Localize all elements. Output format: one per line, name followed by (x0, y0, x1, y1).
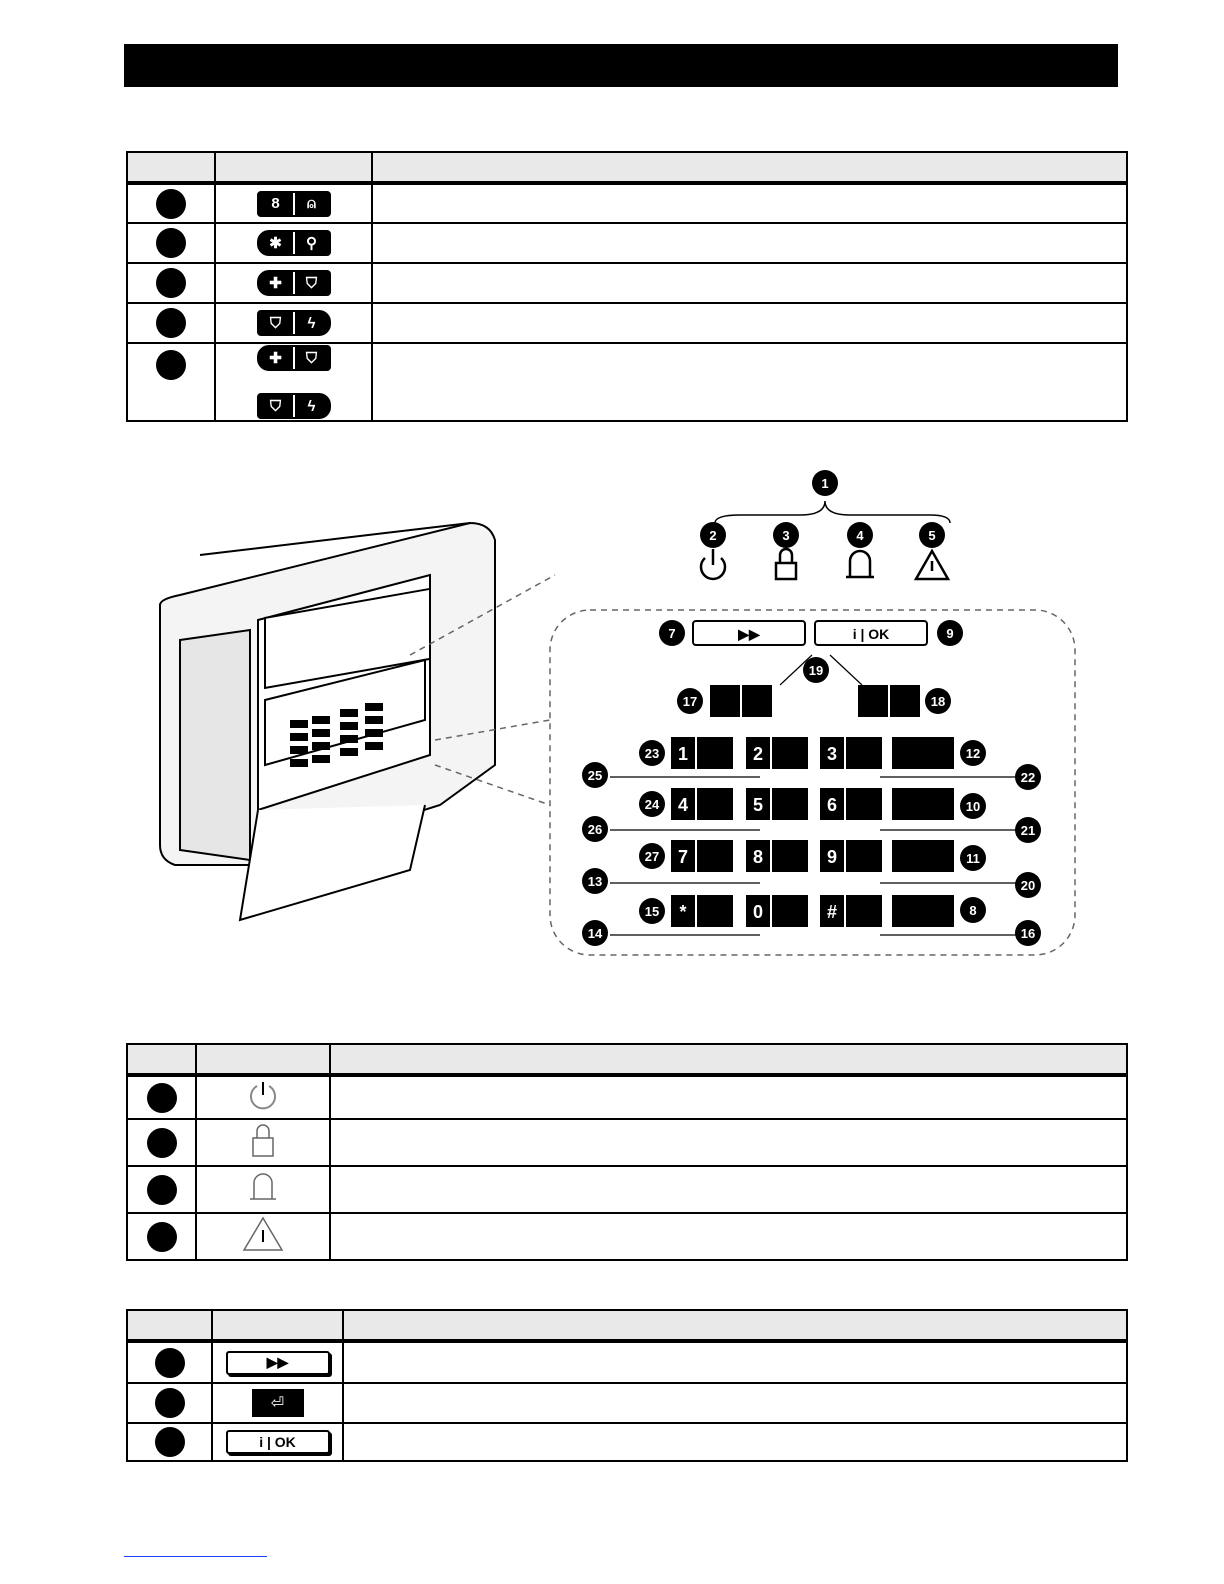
svg-text:17: 17 (682, 694, 698, 709)
svg-text:8: 8 (752, 847, 764, 867)
svg-text:2: 2 (752, 744, 764, 764)
table-header-row (127, 1310, 1127, 1341)
svg-text:4: 4 (677, 795, 689, 815)
callout-bubble (937, 620, 963, 646)
callout-bullet (147, 1128, 177, 1158)
callout-bubble (925, 688, 951, 714)
key-combination-table (126, 151, 1128, 422)
svg-text:6: 6 (826, 795, 838, 815)
svg-text:27: 27 (644, 849, 660, 864)
back-button: ⏎ (252, 1389, 304, 1417)
callout-bubble (960, 845, 986, 871)
svg-text:3: 3 (826, 744, 838, 764)
svg-text:5: 5 (928, 528, 936, 543)
svg-text:21: 21 (1020, 823, 1036, 838)
svg-text:24: 24 (644, 797, 660, 812)
callout-bullet (155, 1348, 185, 1378)
forward-button (693, 621, 805, 645)
shield-icon: ⛉ (293, 272, 329, 294)
callout-bullet (156, 189, 186, 219)
footnote-rule (124, 1556, 267, 1557)
keypad-diagram (140, 465, 1085, 965)
callout-bubble (960, 740, 986, 766)
lock-icon (245, 1120, 281, 1160)
svg-text:19: 19 (808, 663, 824, 678)
svg-text:▶▶: ▶▶ (738, 626, 760, 642)
callout-bubble (812, 470, 838, 496)
svg-text:18: 18 (930, 694, 946, 709)
key-plus-shield: ✚ ⛉ (257, 270, 331, 296)
lock-icon (776, 549, 796, 579)
callout-bubble (773, 522, 799, 548)
bell-icon: ⍝ (293, 193, 329, 215)
callout-bubble (677, 688, 703, 714)
svg-text:23: 23 (644, 746, 660, 761)
callout-bubble (659, 620, 685, 646)
callout-bubble (960, 897, 986, 923)
warning-icon (241, 1214, 285, 1254)
key-shield-fire (257, 393, 331, 419)
svg-text:15: 15 (644, 904, 660, 919)
callout-bubble (639, 740, 665, 766)
callout-bubble (582, 868, 608, 894)
keypad-keys (671, 685, 954, 927)
callout-bubble (582, 920, 608, 946)
table-row (127, 1423, 1127, 1461)
power-icon (245, 1077, 281, 1113)
info-ok-button (815, 621, 927, 645)
key-8-bell: 8 ⍝ (257, 191, 331, 217)
callout-bubble (582, 816, 608, 842)
svg-text:5: 5 (752, 795, 764, 815)
svg-text:20: 20 (1020, 878, 1036, 893)
svg-text:9: 9 (946, 626, 954, 641)
callout-bullet (156, 228, 186, 258)
callout-bubble (919, 522, 945, 548)
button-table (126, 1309, 1128, 1462)
svg-text:0: 0 (752, 902, 764, 922)
fire-icon: ϟ (293, 395, 329, 417)
callout-bubble (1015, 872, 1041, 898)
table-row (127, 303, 1127, 343)
shield-icon: ⛉ (293, 347, 329, 369)
callout-bullet (156, 350, 186, 380)
table-row (127, 223, 1127, 263)
key-plus-shield: ✚ ⛉ (257, 345, 331, 371)
svg-text:1: 1 (677, 744, 689, 764)
callout-bullet (147, 1175, 177, 1205)
key-shield-fire (257, 310, 331, 336)
svg-text:26: 26 (587, 822, 603, 837)
table-row (127, 1341, 1127, 1383)
fire-icon: ϟ (293, 312, 329, 334)
callout-bubble (639, 843, 665, 869)
indicator-table (126, 1043, 1128, 1261)
svg-text:14: 14 (587, 926, 603, 941)
callout-bullet (155, 1388, 185, 1418)
callout-bullet (147, 1222, 177, 1252)
svg-text:13: 13 (587, 874, 603, 889)
bell-icon (846, 551, 874, 577)
table-header-row (127, 152, 1127, 183)
forward-button: ▶▶ (226, 1351, 330, 1375)
callout-bullet (156, 268, 186, 298)
callout-bubble (1015, 764, 1041, 790)
table-row (127, 183, 1127, 223)
keypad-device-illustration (160, 523, 495, 920)
svg-text:i | OK: i | OK (852, 626, 890, 642)
svg-text:12: 12 (965, 746, 981, 761)
callout-bullet (155, 1427, 185, 1457)
callout-bubble (1015, 817, 1041, 843)
bell-icon (245, 1167, 281, 1207)
shield-icon: ⛉ (269, 314, 282, 332)
svg-text:25: 25 (587, 768, 603, 783)
callout-bubble (639, 898, 665, 924)
table-row (127, 1075, 1127, 1119)
svg-text:7: 7 (668, 626, 676, 641)
svg-text:3: 3 (782, 528, 790, 543)
callout-bubble (700, 522, 726, 548)
warning-icon (916, 551, 948, 579)
callout-bubble (847, 522, 873, 548)
table-row (127, 263, 1127, 303)
table-row (127, 1213, 1127, 1260)
svg-text:8: 8 (969, 903, 977, 918)
svg-text:1: 1 (821, 476, 829, 491)
key-star-search: ✱ ⚲ (257, 230, 331, 256)
shield-icon: ⛉ (269, 397, 282, 415)
table-row (127, 1119, 1127, 1166)
table-header-row (127, 1044, 1127, 1075)
svg-text:9: 9 (826, 847, 838, 867)
svg-text:10: 10 (965, 799, 981, 814)
table-row (127, 343, 1127, 421)
callout-bubble (1015, 920, 1041, 946)
svg-text:*: * (679, 902, 687, 922)
svg-text:22: 22 (1020, 770, 1036, 785)
table-row (127, 1166, 1127, 1213)
svg-text:2: 2 (709, 528, 717, 543)
callout-bubble (639, 791, 665, 817)
callout-bubble (803, 657, 829, 683)
callout-bullet (156, 308, 186, 338)
section-header-bar (124, 44, 1118, 87)
callout-bullet (147, 1083, 177, 1113)
table-row (127, 1383, 1127, 1423)
svg-text:4: 4 (856, 528, 864, 543)
callout-bubble (960, 793, 986, 819)
svg-text:16: 16 (1020, 926, 1036, 941)
power-icon (701, 549, 725, 579)
svg-text:#: # (826, 902, 838, 922)
info-ok-button: i | OK (226, 1430, 330, 1454)
callout-bubble (582, 762, 608, 788)
svg-text:11: 11 (966, 851, 980, 866)
search-icon: ⚲ (293, 232, 329, 254)
svg-text:7: 7 (677, 847, 689, 867)
